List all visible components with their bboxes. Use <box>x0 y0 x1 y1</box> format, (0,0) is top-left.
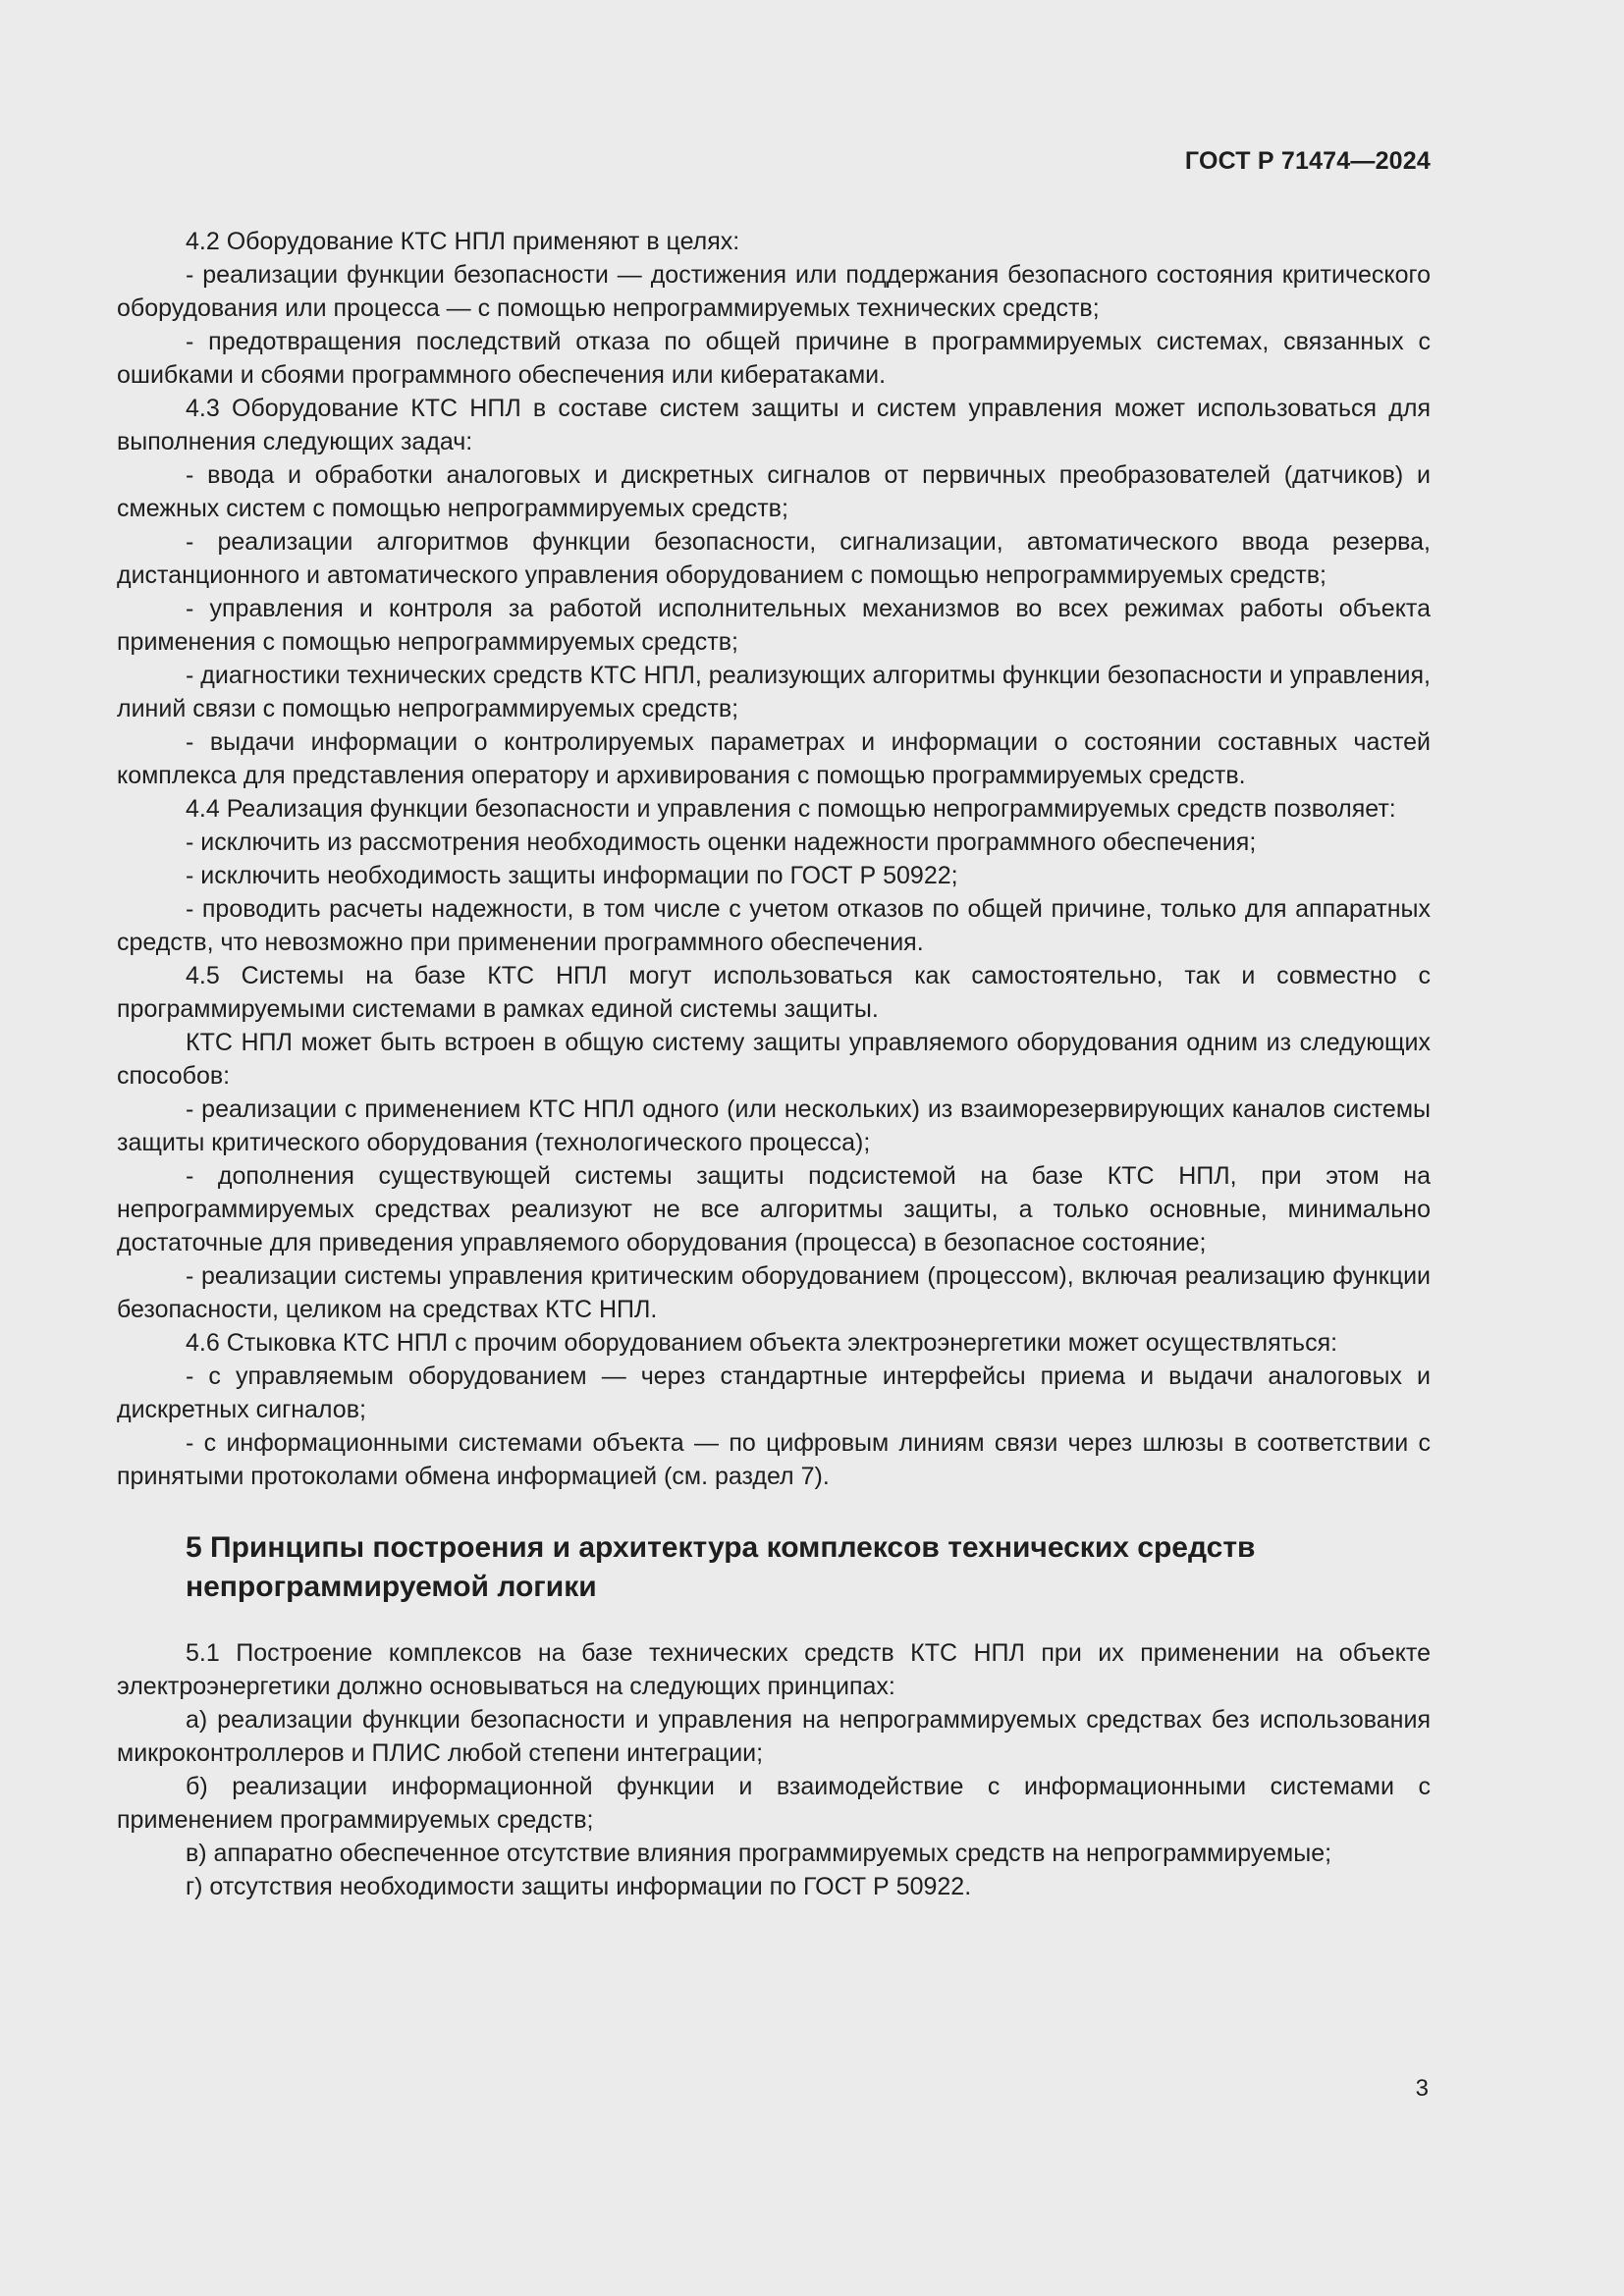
list-item: б) реализации информационной функции и взаимодействие с информационными системами с применением программируемых средств; <box>117 1773 1431 1834</box>
list-item: - с информационными системами объекта — по цифровым линиям связи через шлюзы в соответствии с принятыми протоколами обмена информацией (см. раздел 7). <box>117 1429 1431 1490</box>
list-item: - дополнения существующей системы защиты подсистемой на базе КТС НПЛ, при этом на непрограммируемых средствах реализуют не все алгоритмы защиты, а только основные, минимально достаточные для приведения управляемого оборудования (процесса) в безопасное состояние; <box>117 1162 1431 1256</box>
paragraph: 4.4 Реализация функции безопасности и управления с помощью непрограммируемых средств позволяет: <box>186 795 1396 823</box>
list-item: а) реализации функции безопасности и управления на непрограммируемых средствах без использования микроконтроллеров и ПЛИС любой степени интеграции; <box>117 1706 1431 1767</box>
list-item: г) отсутствия необходимости защиты информации по ГОСТ Р 50922. <box>186 1873 972 1900</box>
page-number: 3 <box>1415 2075 1429 2102</box>
list-item: - реализации системы управления критическим оборудованием (процессом), включая реализацию функции безопасности, целиком на средствах КТС НПЛ. <box>117 1262 1431 1323</box>
paragraph: 4.2 Оборудование КТС НПЛ применяют в целях: <box>186 228 740 255</box>
list-item: - выдачи информации о контролируемых параметрах и информации о состоянии составных частей комплекса для представления оператору и архивирования с помощью программируемых средств. <box>117 728 1431 789</box>
document-body <box>117 225 1431 1903</box>
list-item: - реализации функции безопасности — достижения или поддержания безопасного состояния критического оборудования или процесса — с помощью непрограммируемых технических средств; <box>117 261 1431 322</box>
list-item: - диагностики технических средств КТС НПЛ, реализующих алгоритмы функции безопасности и управления, линий связи с помощью непрограммируемых средств; <box>117 662 1431 722</box>
list-item: в) аппаратно обеспеченное отсутствие влияния программируемых средств на непрограммируемые; <box>186 1840 1332 1867</box>
paragraph: 5.1 Построение комплексов на базе технических средств КТС НПЛ при их применении на объекте электроэнергетики должно основываться на следующих принципах: <box>117 1639 1431 1700</box>
list-item: - реализации с применением КТС НПЛ одного (или нескольких) из взаиморезервирующих каналов системы защиты критического оборудования (технологического процесса); <box>117 1095 1431 1156</box>
list-item: - управления и контроля за работой исполнительных механизмов во всех режимах работы объекта применения с помощью непрограммируемых средств; <box>117 595 1431 656</box>
document-id-header: ГОСТ Р 71474—2024 <box>1184 147 1431 175</box>
paragraph: 4.3 Оборудование КТС НПЛ в составе систем защиты и систем управления может использоваться для выполнения следующих задач: <box>117 395 1431 455</box>
paragraph: КТС НПЛ может быть встроен в общую систему защиты управляемого оборудования одним из следующих способов: <box>117 1029 1431 1090</box>
list-item: - ввода и обработки аналоговых и дискретных сигналов от первичных преобразователей (датчиков) и смежных систем с помощью непрограммируемых средств; <box>117 461 1431 522</box>
list-item: - с управляемым оборудованием — через стандартные интерфейсы приема и выдачи аналоговых и дискретных сигналов; <box>117 1362 1431 1423</box>
list-item: - реализации алгоритмов функции безопасности, сигнализации, автоматического ввода резерва, дистанционного и автоматического управления оборудованием с помощью непрограммируемых средств; <box>117 528 1431 589</box>
list-item: - проводить расчеты надежности, в том числе с учетом отказов по общей причине, только для аппаратных средств, что невозможно при применении программного обеспечения. <box>117 895 1431 956</box>
paragraph: 4.5 Системы на базе КТС НПЛ могут использоваться как самостоятельно, так и совместно с программируемыми системами в рамках единой системы защиты. <box>117 962 1431 1023</box>
list-item: - исключить из рассмотрения необходимость оценки надежности программного обеспечения; <box>186 828 1257 856</box>
list-item: - предотвращения последствий отказа по общей причине в программируемых системах, связанных с ошибками и сбоями программного обеспечения или кибератаками. <box>117 328 1431 389</box>
paragraph: 4.6 Стыковка КТС НПЛ с прочим оборудованием объекта электроэнергетики может осуществляться: <box>186 1329 1338 1357</box>
section-heading: 5 Принципы построения и архитектура комплексов технических средств непрограммируемой логики <box>186 1531 1256 1603</box>
list-item: - исключить необходимость защиты информации по ГОСТ Р 50922; <box>186 862 958 889</box>
